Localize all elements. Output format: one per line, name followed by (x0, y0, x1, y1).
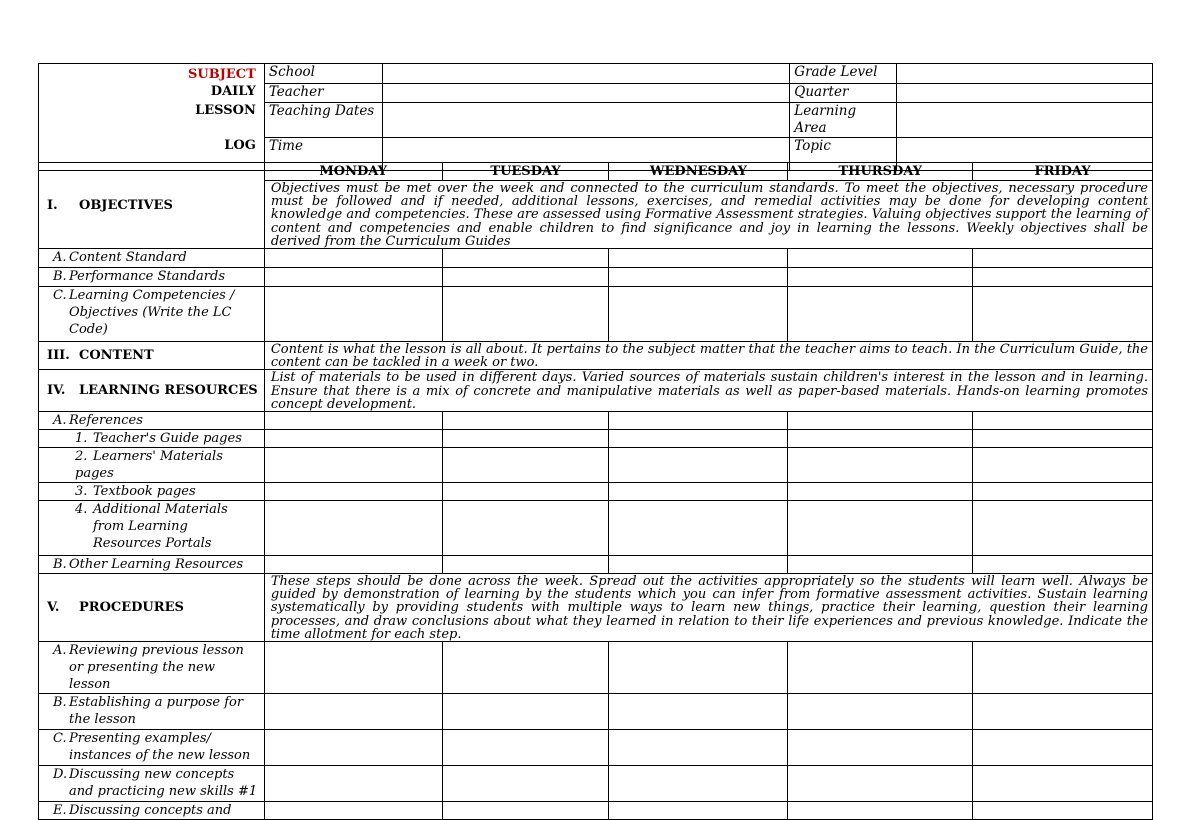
cell[interactable] (442, 412, 609, 430)
header-title-daily: DAILY (210, 84, 256, 99)
procedures-note: These steps should be done across the week. Spread out the activities appropriately so the students will learn well. Always be guided by demonstration of learning by the students which you can infer from formative assessment activities. Sustain learning systematically by providing students with multiple ways to learn new things, practice their learning, question their learning processes, and draw conclusions about what they learned in relation to their life experiences and previous knowledge. Indicate the time allotment for each step. (264, 574, 1152, 642)
teacher-label: Teacher (264, 83, 382, 102)
cell[interactable] (609, 430, 788, 448)
cell[interactable] (609, 249, 788, 268)
procedure-c-label: C. Presenting examples/ instances of the new lesson (39, 730, 265, 766)
performance-standards-label: B. Performance Standards (39, 268, 265, 287)
references-label: A. References (39, 412, 265, 430)
cell[interactable] (609, 483, 788, 501)
additional-materials-label: 4. Additional Materials from Learning Resources Portals (39, 501, 265, 556)
cell[interactable] (609, 412, 788, 430)
header-title-log: LOG (224, 138, 256, 153)
cell[interactable] (442, 448, 609, 483)
cell[interactable] (609, 287, 788, 342)
cell[interactable] (973, 249, 1153, 268)
cell[interactable] (788, 483, 973, 501)
learning-resources-note: List of materials to be used in different days. Varied sources of materials sustain children's interest in the lesson and in learning. Ensure that there is a mix of concrete and manipulative materials as well as paper-based materials. Hands-on learning promotes concept development. (264, 370, 1152, 412)
cell[interactable] (264, 802, 442, 820)
cell[interactable] (788, 766, 973, 802)
cell[interactable] (973, 802, 1153, 820)
lesson-log-table (38, 162, 1153, 820)
cell[interactable] (264, 556, 442, 574)
cell[interactable] (973, 501, 1153, 556)
cell[interactable] (788, 501, 973, 556)
procedure-d-label: D. Discussing new concepts and practicing new skills #1 (39, 766, 265, 802)
cell[interactable] (264, 483, 442, 501)
cell[interactable] (973, 430, 1153, 448)
quarter-field[interactable] (897, 83, 1153, 102)
content-standard-label: A. Content Standard (39, 249, 265, 268)
cell[interactable] (973, 694, 1153, 730)
cell[interactable] (442, 730, 609, 766)
day-friday: FRIDAY (973, 163, 1153, 181)
header-table (38, 63, 1153, 171)
topic-label: Topic (790, 137, 897, 170)
school-label: School (264, 64, 382, 84)
objectives-note: Objectives must be met over the week and connected to the curriculum standards. To meet the objectives, necessary procedure must be followed and if needed, additional lessons, exercises, and remedial activities may be done for developing content knowledge and competencies. These are assessed using Formative Assessment strategies. Valuing objectives support the learning of content and competencies and enable children to find significance and joy in learning the lessons. Weekly objectives shall be derived from the Curriculum Guides (264, 181, 1152, 249)
cell[interactable] (609, 642, 788, 694)
cell[interactable] (973, 483, 1153, 501)
grade-level-label: Grade Level (790, 64, 897, 84)
learning-competencies-label: C. Learning Competencies / Objectives (Write the LC Code) (39, 287, 265, 342)
day-monday: MONDAY (264, 163, 442, 181)
cell[interactable] (609, 556, 788, 574)
cell[interactable] (788, 249, 973, 268)
cell[interactable] (264, 501, 442, 556)
cell[interactable] (788, 802, 973, 820)
cell[interactable] (264, 287, 442, 342)
content-heading: III. CONTENT (39, 342, 265, 370)
cell[interactable] (442, 287, 609, 342)
cell[interactable] (788, 412, 973, 430)
cell[interactable] (264, 249, 442, 268)
teaching-dates-field[interactable] (382, 102, 790, 137)
cell[interactable] (609, 501, 788, 556)
cell[interactable] (442, 802, 609, 820)
cell[interactable] (264, 642, 442, 694)
procedure-e-label: E. Discussing concepts and (39, 802, 265, 820)
cell[interactable] (264, 430, 442, 448)
teaching-dates-label: Teaching Dates (264, 102, 382, 137)
teacher-field[interactable] (382, 83, 790, 102)
cell[interactable] (973, 287, 1153, 342)
day-thursday: THURSDAY (788, 163, 973, 181)
cell[interactable] (973, 642, 1153, 694)
cell[interactable] (788, 730, 973, 766)
cell[interactable] (973, 766, 1153, 802)
cell[interactable] (609, 802, 788, 820)
objectives-heading: I. OBJECTIVES (39, 163, 265, 249)
header-title-lesson: LESSON (195, 103, 256, 118)
cell[interactable] (788, 268, 973, 287)
procedure-b-label: B. Establishing a purpose for the lesson (39, 694, 265, 730)
cell[interactable] (264, 412, 442, 430)
cell[interactable] (609, 730, 788, 766)
cell[interactable] (442, 249, 609, 268)
learning-area-label: Learning Area (790, 102, 897, 137)
cell[interactable] (788, 430, 973, 448)
cell[interactable] (442, 766, 609, 802)
grade-level-field[interactable] (897, 64, 1153, 84)
cell[interactable] (442, 430, 609, 448)
cell[interactable] (973, 448, 1153, 483)
cell[interactable] (973, 412, 1153, 430)
textbook-pages-label: 3. Textbook pages (39, 483, 265, 501)
cell[interactable] (609, 268, 788, 287)
cell[interactable] (442, 642, 609, 694)
learning-area-field[interactable] (897, 102, 1153, 137)
content-note: Content is what the lesson is all about. It pertains to the subject matter that the teacher aims to teach. In the Curriculum Guide, the content can be tackled in a week or two. (264, 342, 1152, 370)
cell[interactable] (264, 448, 442, 483)
cell[interactable] (264, 766, 442, 802)
header-title-subject: SUBJECT (188, 67, 256, 82)
cell[interactable] (442, 556, 609, 574)
cell[interactable] (442, 501, 609, 556)
procedure-a-label: A. Reviewing previous lesson or presenting the new lesson (39, 642, 265, 694)
cell[interactable] (973, 556, 1153, 574)
procedures-heading: V. PROCEDURES (39, 574, 265, 642)
cell[interactable] (442, 268, 609, 287)
cell[interactable] (788, 556, 973, 574)
teachers-guide-label: 1. Teacher's Guide pages (39, 430, 265, 448)
cell[interactable] (788, 287, 973, 342)
day-wednesday: WEDNESDAY (609, 163, 788, 181)
cell[interactable] (442, 694, 609, 730)
cell[interactable] (264, 268, 442, 287)
cell[interactable] (609, 766, 788, 802)
other-learning-resources-label: B. Other Learning Resources (39, 556, 265, 574)
learners-materials-label: 2. Learners' Materials pages (39, 448, 265, 483)
school-field[interactable] (382, 64, 790, 84)
learning-resources-heading: IV. LEARNING RESOURCES (39, 370, 265, 412)
cell[interactable] (264, 730, 442, 766)
cell[interactable] (264, 694, 442, 730)
cell[interactable] (609, 448, 788, 483)
cell[interactable] (788, 694, 973, 730)
cell[interactable] (609, 694, 788, 730)
cell[interactable] (442, 483, 609, 501)
time-label: Time (264, 137, 382, 170)
quarter-label: Quarter (790, 83, 897, 102)
day-tuesday: TUESDAY (442, 163, 609, 181)
cell[interactable] (973, 730, 1153, 766)
cell[interactable] (788, 448, 973, 483)
cell[interactable] (788, 642, 973, 694)
cell[interactable] (973, 268, 1153, 287)
